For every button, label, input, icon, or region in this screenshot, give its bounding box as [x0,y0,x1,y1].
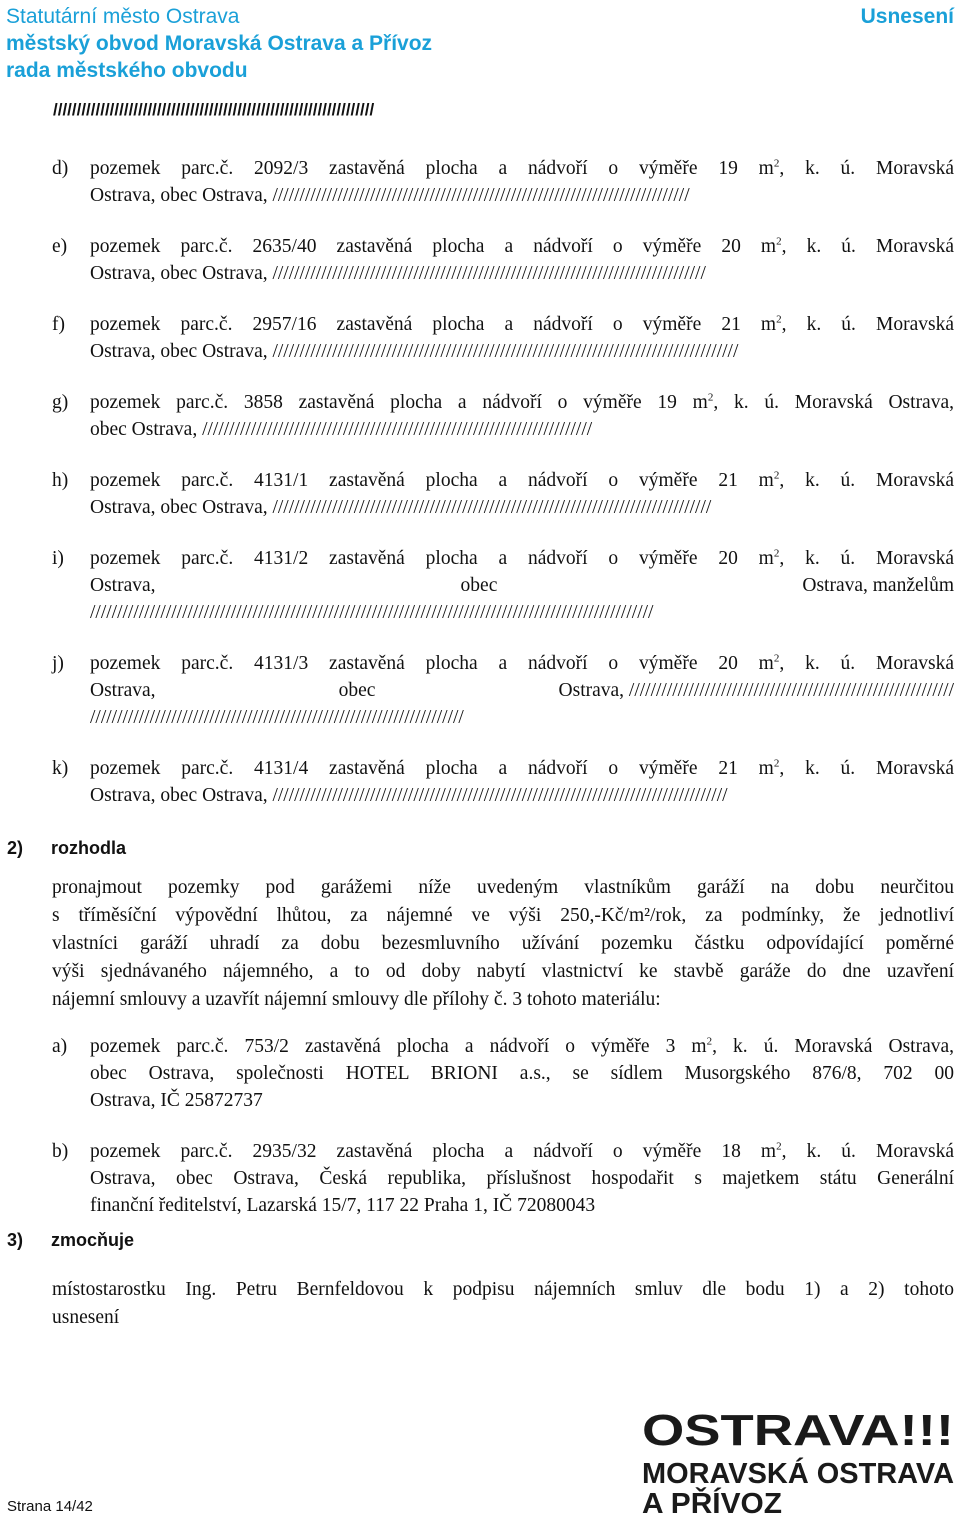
section-2-title: rozhodla [51,838,126,858]
item-label: g) [52,392,69,413]
paragraph-line: usnesení [52,1307,120,1328]
item-text: pozemek parc.č. 2957/16 zastavěná plocha a nádvoří o výměře 21 m [90,314,777,335]
paragraph-line: místostarostku Ing. Petru Bernfeldovou k podpisu nájemních smluv dle bodu 1) a 2) tohoto [52,1279,954,1300]
section-2-paragraph [52,874,954,1014]
logo-line-2: MORAVSKÁ OSTRAVA [642,1458,955,1490]
paragraph-line: výši sjednávaného nájemného, a to od doby nabytí vlastnictví ke stavbě garáže do dne uzavření [52,961,954,982]
paragraph-line: nájemní smlouvy a uzavřít nájemní smlouvy dle přílohy č. 3 tohoto materiálu: [52,989,661,1010]
section-3-title: zmocňuje [51,1230,135,1250]
superscript: 2 [773,469,780,482]
header-city: Statutární město Ostrava [6,5,240,28]
item-label: h) [52,470,69,491]
item-line-3: //////////////////////////////////////////////////////////////////////////////////////////////////////// [90,602,654,623]
section-3-heading [7,1230,134,1251]
header-district: městský obvod Moravská Ostrava a Přívoz [6,32,433,55]
superscript: 2 [706,1035,713,1048]
item-line-1 [90,233,954,260]
item-text: obec Ostrava, společnosti HOTEL BRIONI a.s., se sídlem Musorgského 876/8, 702 00 [90,1063,954,1084]
header-body: rada městského obvodu [6,59,248,82]
item-text: , k. ú. Moravská [781,1141,954,1162]
superscript: 2 [773,547,780,560]
item-line-2 [90,572,954,599]
item-label: i) [52,548,64,569]
item-text: pozemek parc.č. 4131/1 zastavěná plocha a nádvoří o výměře 21 m [90,470,774,491]
item-label: b) [52,1141,69,1162]
item-label: d) [52,158,69,179]
item-label: e) [52,236,68,257]
item-text: pozemek parc.č. 2092/3 zastavěná plocha a nádvoří o výměře 19 m [90,158,774,179]
item-line [90,1033,954,1060]
item-text: Ostrava, [90,575,156,596]
item-line [90,1087,954,1114]
paragraph-line: pronajmout pozemky pod garážemi níže uvedeným vlastníkům garáží na dobu neurčitou [52,877,954,898]
document-type: Usnesení [860,5,954,28]
item-line [90,1138,954,1165]
item-text: obec [338,680,376,701]
item-label: f) [52,314,65,335]
item-line-2: Ostrava, obec Ostrava, //////////////////////////////////////////////////////////////////////////////// [90,263,706,284]
item-text: , k. ú. Moravská [779,653,954,674]
item-text: , k. ú. Moravská [779,470,954,491]
redaction-top: //////////////////////////////////////////////////////////////////// [53,100,375,119]
item-line-1 [90,389,954,416]
item-line-2: Ostrava, obec Ostrava, ///////////////////////////////////////////////////////////////////////////// [90,185,690,206]
superscript: 2 [773,757,780,770]
item-line-1 [90,650,954,677]
ostrava-logo [640,1405,956,1517]
item-line-2 [90,677,954,704]
item-text: pozemek parc.č. 2635/40 zastavěná plocha a nádvoří o výměře 20 m [90,236,777,257]
item-text: obec [460,575,498,596]
item-line-2: Ostrava, obec Ostrava, //////////////////////////////////////////////////////////////////////////////////// [90,785,728,806]
item-text: , k. ú. Moravská [781,314,954,335]
item-text: Ostrava, manželům [802,575,954,596]
item-text: , k. ú. Moravská [779,548,954,569]
superscript: 2 [776,1140,782,1153]
item-label: j) [52,653,64,674]
superscript: 2 [707,391,714,404]
item-line [90,1165,954,1192]
item-text: Ostrava, [90,680,156,701]
item-text: , k. ú. Moravská [779,158,954,179]
item-text: pozemek parc.č. 4131/3 zastavěná plocha a nádvoří o výměře 20 m [90,653,774,674]
section-2-number: 2) [7,838,24,858]
item-line-1 [90,545,954,572]
item-text: pozemek parc.č. 753/2 zastavěná plocha a nádvoří o výměře 3 m [90,1036,707,1057]
section-3-paragraph [52,1276,954,1332]
page-number: Strana 14/42 [7,1498,93,1515]
item-text: pozemek parc.č. 4131/2 zastavěná plocha a nádvoří o výměře 20 m [90,548,774,569]
item-label: a) [52,1036,68,1057]
item-line-1 [90,755,954,782]
item-label: k) [52,758,69,779]
item-text: , k. ú. Moravská [781,236,954,257]
item-text: Ostrava, obec Ostrava, Česká republika, příslušnost hospodařit s majetkem státu Generální [90,1168,954,1189]
item-line-3: ///////////////////////////////////////////////////////////////////// [90,707,464,728]
item-line-2: Ostrava, obec Ostrava, ///////////////////////////////////////////////////////////////////////////////// [90,497,712,518]
superscript: 2 [773,157,780,170]
item-text: Ostrava, IČ 25872737 [90,1090,263,1111]
superscript: 2 [773,652,780,665]
superscript: 2 [776,235,782,248]
item-line-1 [90,311,954,338]
section-2-heading [7,838,126,859]
header-city-row [6,4,954,30]
item-line-1 [90,155,954,182]
item-text: pozemek parc.č. 2935/32 zastavěná plocha a nádvoří o výměře 18 m [90,1141,777,1162]
section-3-number: 3) [7,1230,24,1250]
item-text: pozemek parc.č. 3858 zastavěná plocha a nádvoří o výměře 19 m [90,392,708,413]
item-text: , k. ú. Moravská Ostrava, [712,1036,954,1057]
paragraph-line: vlastníci garáží uhradí za dobu bezesmluvního užívání pozemku částku odpovídající poměrné [52,933,954,954]
item-text: finanční ředitelství, Lazarská 15/7, 117 22 Praha 1, IČ 72080043 [90,1195,596,1216]
paragraph-line: s tříměsíční výpovědní lhůtou, za nájemné ve výši 250,-Kč/m²/rok, za podmínky, že jednotliví [52,905,954,926]
item-text: pozemek parc.č. 4131/4 zastavěná plocha a nádvoří o výměře 21 m [90,758,774,779]
item-text: , k. ú. Moravská Ostrava, [713,392,954,413]
item-line-2: Ostrava, obec Ostrava, ////////////////////////////////////////////////////////////////////////////////////// [90,341,739,362]
logo-line-3: A PŘÍVOZ [642,1488,778,1517]
item-text: , k. ú. Moravská [779,758,954,779]
item-line [90,1192,954,1219]
item-line-2: obec Ostrava, //////////////////////////////////////////////////////////////////////// [90,419,593,440]
item-text: Ostrava, //////////////////////////////////////////////////////////// [558,680,954,701]
logo-line-1: OSTRAVA!!! [642,1406,954,1455]
item-line-1 [90,467,954,494]
superscript: 2 [776,313,782,326]
item-line [90,1060,954,1087]
